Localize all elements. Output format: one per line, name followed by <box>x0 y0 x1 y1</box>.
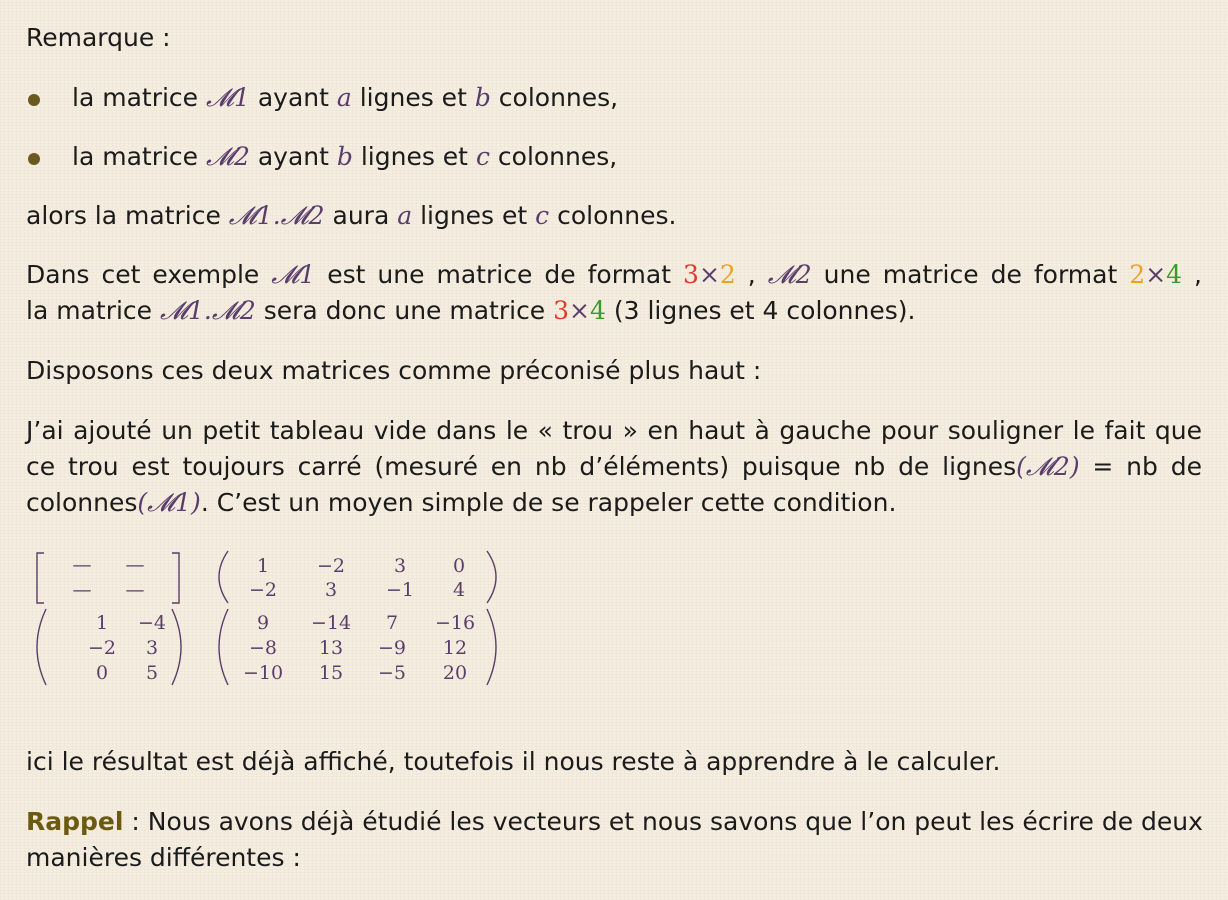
product-cell: −5 <box>377 662 407 684</box>
ajoute-line-3: colonnes(𝓜1). C’est un moyen simple de se rappeler cette condition. <box>26 488 897 517</box>
bullet-dot-1 <box>28 94 40 106</box>
rappel-line-2: manières différentes : <box>26 843 301 872</box>
product-cell: 12 <box>442 637 468 659</box>
product-right-paren <box>487 609 496 685</box>
product-cell: −10 <box>242 662 284 684</box>
product-cell: −16 <box>434 612 476 634</box>
m2-cell: 1 <box>256 555 270 577</box>
product-cell: 20 <box>442 662 468 684</box>
m1-cell: 3 <box>145 637 159 659</box>
m1-cell: −2 <box>87 637 117 659</box>
disposons-line: Disposons ces deux matrices comme préconisé plus haut : <box>26 356 762 385</box>
m1-cell: 0 <box>95 662 109 684</box>
empty-cell: — <box>125 554 145 576</box>
bullet-item-2: la matrice 𝓜2 ayant b lignes et c colonnes, <box>72 142 618 171</box>
product-cell: 7 <box>385 612 399 634</box>
m2-cell: 3 <box>393 555 407 577</box>
m2-left-paren <box>219 551 228 603</box>
empty-cell: — <box>72 579 92 601</box>
rappel-label: Rappel <box>26 807 124 836</box>
empty-matrix-right-bracket <box>172 553 179 603</box>
ajoute-line-2: ce trou est toujours carré (mesuré en nb d’éléments) puisque nb de lignes(𝓜2) = nb de <box>26 452 1202 481</box>
m2-cell: −2 <box>248 579 278 601</box>
m2-cell: 3 <box>324 579 338 601</box>
m1-cell: 5 <box>145 662 159 684</box>
exemple-line-2: la matrice 𝓜1.𝓜2 sera donc une matrice 3×4 (3 lignes et 4 colonnes). <box>26 296 916 325</box>
exemple-line-1: Dans cet exemple 𝓜1 est une matrice de format 3×2 , 𝓜2 une matrice de format 2×4 , <box>26 260 1203 289</box>
empty-cell: — <box>125 579 145 601</box>
rappel-line-1: Rappel : Nous avons déjà étudié les vecteurs et nous savons que l’on peut les écrire de deux <box>26 807 1203 836</box>
m1-cell: −4 <box>137 612 167 634</box>
product-cell: −8 <box>248 637 278 659</box>
empty-matrix-left-bracket <box>37 553 44 603</box>
ajoute-line-1: J’ai ajouté un petit tableau vide dans le « trou » en haut à gauche pour souligner le fait que <box>26 416 1202 445</box>
bullet-dot-2 <box>28 153 40 165</box>
empty-cell: — <box>72 554 92 576</box>
product-cell: 15 <box>318 662 344 684</box>
m1-cell: 1 <box>95 612 109 634</box>
bullet-item-1: la matrice 𝓜1 ayant a lignes et b colonnes, <box>72 83 619 112</box>
m2-right-paren <box>487 551 496 603</box>
alors-line: alors la matrice 𝓜1.𝓜2 aura a lignes et c colonnes. <box>26 201 677 230</box>
product-cell: 9 <box>256 612 270 634</box>
matrix-arrangement <box>32 545 512 695</box>
ici-line: ici le résultat est déjà affiché, toutefois il nous reste à apprendre à le calculer. <box>26 747 1001 776</box>
m2-cell: −2 <box>316 555 346 577</box>
m1-left-paren <box>37 609 46 685</box>
remarque-heading: Remarque : <box>26 23 171 52</box>
m2-cell: 4 <box>452 579 466 601</box>
product-cell: −14 <box>310 612 352 634</box>
m2-cell: 0 <box>452 555 466 577</box>
m1-right-paren <box>172 609 181 685</box>
product-cell: 13 <box>318 637 344 659</box>
product-cell: −9 <box>377 637 407 659</box>
m2-cell: −1 <box>385 579 415 601</box>
product-left-paren <box>219 609 228 685</box>
